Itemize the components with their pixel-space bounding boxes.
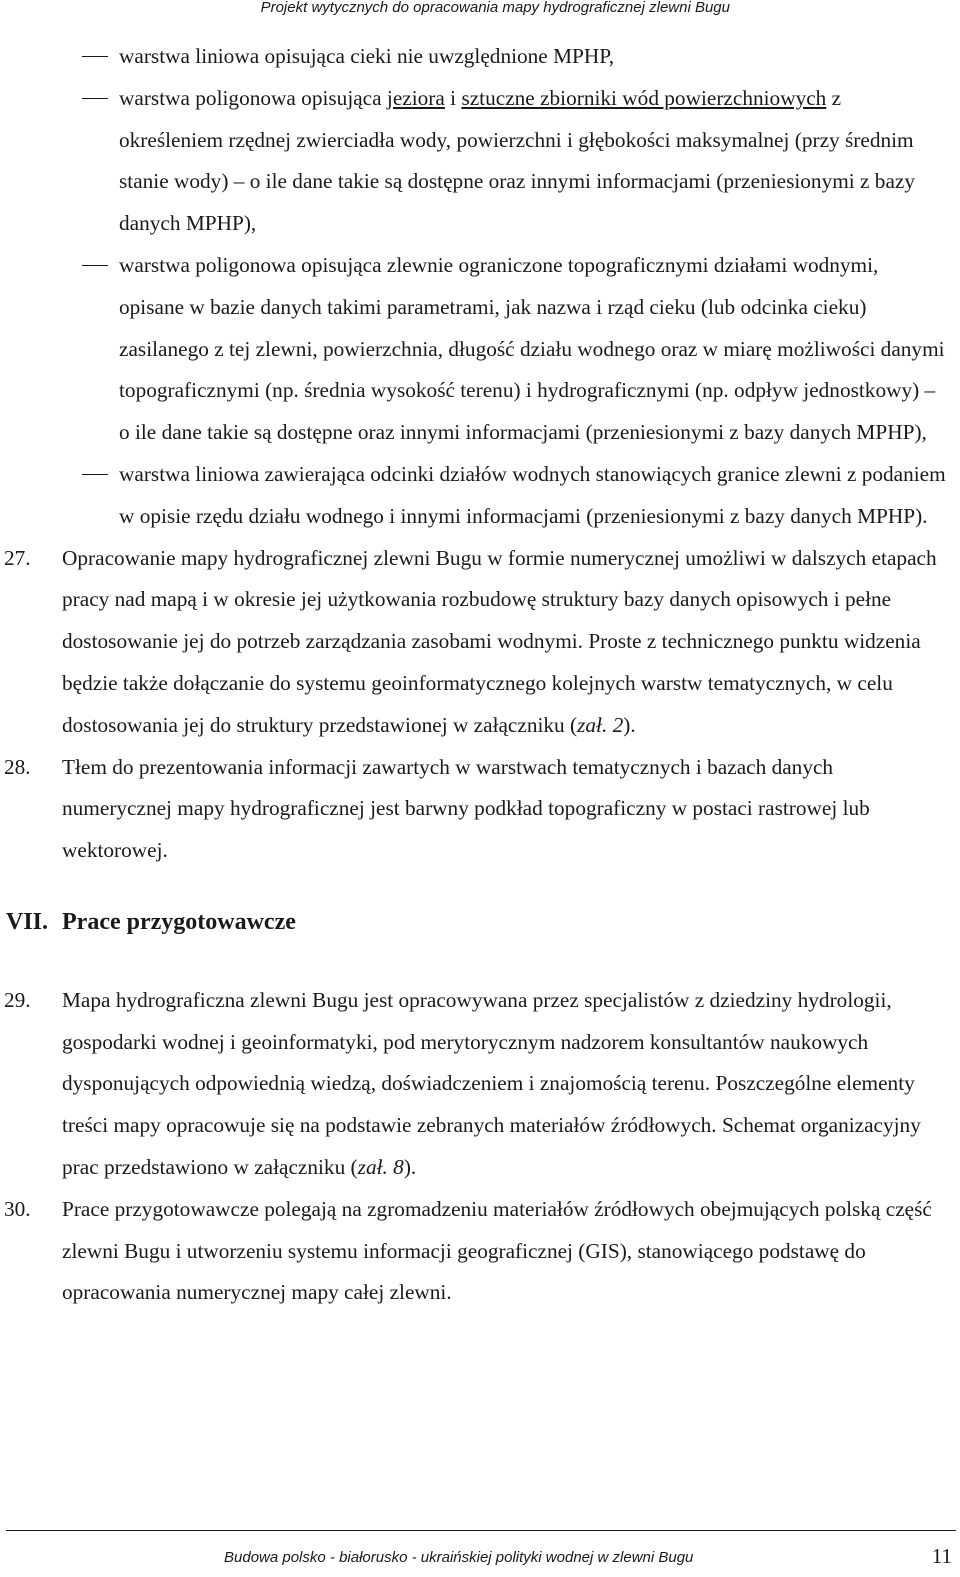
section-number: VII. xyxy=(6,908,49,935)
footer-text: Budowa polsko - białorusko - ukraińskiej polityki wodnej w zlewni Bugu xyxy=(224,1549,694,1566)
numbered-paragraph xyxy=(0,1189,960,1314)
dash-bullet-icon xyxy=(82,265,108,266)
list-item xyxy=(0,78,960,245)
list-item xyxy=(0,36,960,78)
list-item-text: warstwa poligonowa opisująca xyxy=(119,85,387,110)
link-sztuczne-zbiorniki[interactable]: sztuczne zbiorniki wód powierzchniowych xyxy=(461,85,827,110)
list-item-text: warstwa poligonowa opisująca zlewnie ograniczone topograficznymi działami wodnymi, opisane w bazie danych takimi parametrami, jak nazwa i rząd cieku (lub odcinka cieku) zasilanego z tej zlewni, powierzchnia, długość działu wodnego oraz w miarę możliwości danymi topograficznymi (np. średnia wysokość terenu) i hydrograficznymi (np. odpływ jednostkowy) – o ile dane takie są dostępne oraz innymi informacjami (przeniesionymi z bazy danych MPHP), xyxy=(119,252,945,445)
attachment-reference: zał. 2 xyxy=(577,712,624,737)
numbered-paragraph xyxy=(0,747,960,872)
footer-divider xyxy=(6,1530,956,1531)
running-header: Projekt wytycznych do opracowania mapy hydrograficznej zlewni Bugu xyxy=(260,0,730,16)
paragraph-text: Opracowanie mapy hydrograficznej zlewni Bugu w formie numerycznej umożliwi w dalszych etapach pracy nad mapą i w okresie jej użytkowania rozbudowę struktury bazy danych opisowych i pełne dostosowanie jej do potrzeb zarządzania zasobami wodnymi. Proste z technicznego punktu widzenia będzie także dołączanie do systemu geoinformatycznego kolejnych warstw tematycznych, w celu dostosowania jej do struktury przedstawionej w załączniku ( xyxy=(62,545,937,737)
paragraph-text: ). xyxy=(623,712,636,737)
link-jeziora[interactable]: jeziora xyxy=(386,85,445,110)
section-title: Prace przygotowawcze xyxy=(62,908,296,935)
attachment-reference: zał. 8 xyxy=(357,1154,404,1179)
dash-bullet-icon xyxy=(82,98,108,99)
dash-bullet-icon xyxy=(82,474,108,475)
paragraph-text: ). xyxy=(403,1154,417,1179)
list-item-text: z określeniem rzędnej zwierciadła wody, powierzchni i głębokości maksymalnej (przy średnim stanie wody) – o ile dane takie są dostępne oraz innymi informacjami (przeniesionymi z bazy danych MPHP), xyxy=(119,85,916,236)
page-number: 11 xyxy=(931,1544,952,1568)
paragraph-text: Prace przygotowawcze polegają na zgromadzeniu materiałów źródłowych obejmujących polską część zlewni Bugu i utworzeniu systemu informacji geograficznej (GIS), stanowiącego podstawę do opracowania numerycznej mapy całej zlewni. xyxy=(62,1196,932,1305)
list-item-text: warstwa liniowa zawierająca odcinki działów wodnych stanowiących granice zlewni z podaniem w opisie rzędu działu wodnego i innymi informacjami (przeniesionymi z bazy danych MPHP). xyxy=(119,461,946,528)
list-item-text: i xyxy=(444,85,462,110)
list-item xyxy=(0,245,960,454)
dash-bullet-icon xyxy=(82,56,108,57)
list-item-text: warstwa liniowa opisująca cieki nie uwzględnione MPHP, xyxy=(119,44,615,68)
paragraph-number: 28. xyxy=(4,754,31,779)
paragraph-text: Mapa hydrograficzna zlewni Bugu jest opracowywana przez specjalistów z dziedziny hydrologii, gospodarki wodnej i geoinformatyki, pod merytorycznym nadzorem konsultantów naukowych dysponujących odpowiednią wiedzą, doświadczeniem i znajomością terenu. Poszczególne elementy treści mapy opracowuje się na podstawie zebranych materiałów źródłowych. Schemat organizacyjny prac przedstawiono w załączniku ( xyxy=(62,987,921,1179)
paragraph-number: 27. xyxy=(4,545,31,570)
paragraph-number: 30. xyxy=(4,1196,31,1221)
section-heading xyxy=(0,902,960,944)
document-body xyxy=(0,36,960,1314)
paragraph-text: Tłem do prezentowania informacji zawartych w warstwach tematycznych i bazach danych numerycznej mapy hydrograficznej jest barwny podkład topograficzny w postaci rastrowej lub wektorowej. xyxy=(62,754,870,863)
list-item xyxy=(0,454,960,538)
numbered-paragraph xyxy=(0,980,960,1189)
numbered-paragraph xyxy=(0,538,960,747)
paragraph-number: 29. xyxy=(4,987,31,1012)
